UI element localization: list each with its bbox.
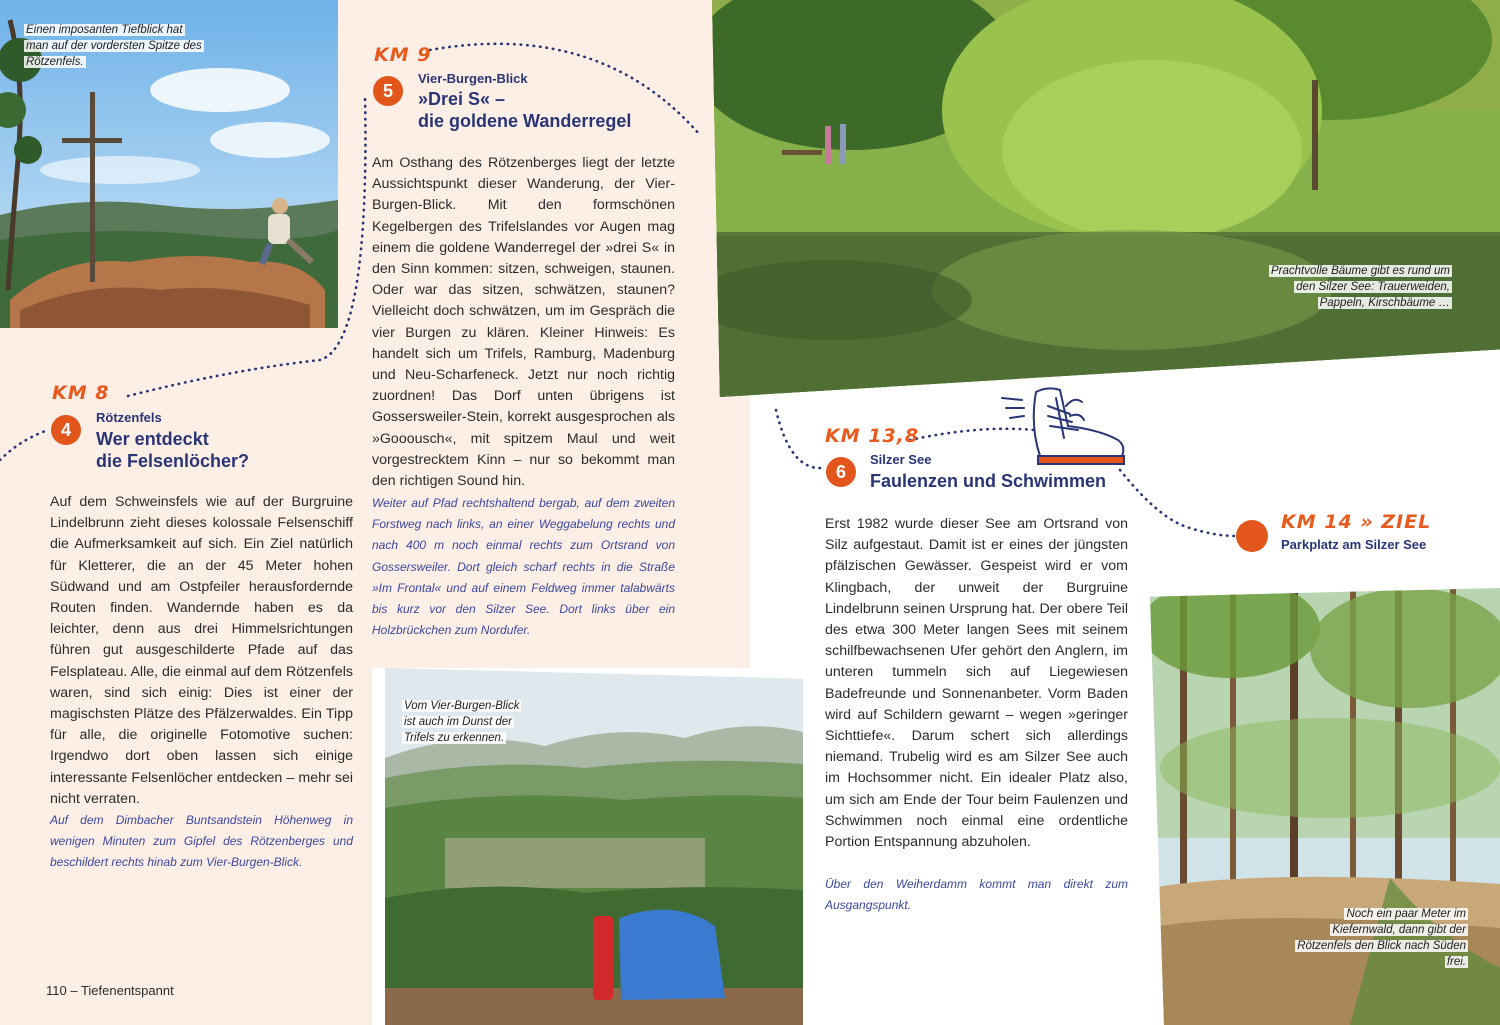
station-number-6: 6	[826, 457, 856, 487]
station-title-5	[418, 88, 631, 132]
station-place-6: Silzer See	[870, 452, 932, 467]
caption-rock: Einen imposanten Tiefblick hat man auf der vordersten Spitze des Rötzenfels.	[26, 24, 202, 68]
km-marker-8: KM 8	[52, 382, 110, 404]
station-number-4: 4	[51, 415, 81, 445]
station-number-5: 5	[373, 76, 403, 106]
station-place-5: Vier-Burgen-Blick	[418, 71, 528, 86]
caption-view: Vom Vier-Burgen-Blick ist auch im Dunst der Trifels zu erkennen.	[404, 700, 520, 744]
hiking-boot-icon	[1000, 386, 1132, 470]
caption-lake: Prachtvolle Bäume gibt es rund um den Silzer See: Trauerweiden, Pappeln, Kirschbäume …	[1271, 265, 1450, 309]
goal-place: Parkplatz am Silzer See	[1281, 537, 1427, 552]
station-title-5-line1: »Drei S« –	[418, 89, 506, 109]
station-text-5: Am Osthang des Rötzenberges liegt der letzte Aussichtspunkt dieser Wanderung, der Vier-Burgen-Blick. Mit den formschönen Kegelbergen des Trifelslandes vor Augen mag einem die goldene Wanderregel der »drei S« in den Sinn kommen: sitzen, schweigen, staunen. Oder war das sitzen, schwätzen, staunen? Vielleicht doch schwätzen, um im Gespräch die vier Burgen zu klären. Kleiner Hinweis: Es handelt sich um Trifels, Ramburg, Madenburg und Neu-Scharfeneck. Jetzt nur noch richtig zuordnen! Das Dorf unten übrigens ist Gossersweiler-Stein, korrekt ausgesprochen als »Gooousch«, mit spitzem Maul und weit vorgestrecktem Kinn – nur so bekommt man den richtigen Sound hin.	[372, 155, 675, 490]
route-text-5: Weiter auf Pfad rechtshaltend bergab, auf dem zweiten Forstweg nach links, an einer Weggabelung rechts und nach 400 m noch einmal rechts zum Ortsrand von Gossersweiler. Dort gleich scharf rechts in die Straße »Im Frontal« und auf einem Feldweg immer talabwärts bis kurz vor den Silzer See. Dort links über ein Holzbrückchen zum Nordufer.	[372, 496, 675, 638]
caption-forest: Noch ein paar Meter im Kiefernwald, dann gibt der Rötzenfels den Blick nach Süden frei.	[1297, 908, 1466, 968]
station-title-4-line2: die Felsenlöcher?	[96, 451, 250, 471]
km-marker-goal: KM 14 » ZIEL	[1281, 511, 1432, 533]
station-title-5-line2: die goldene Wanderregel	[418, 111, 632, 131]
page-folio: 110 – Tiefenentspannt	[46, 983, 174, 998]
route-text-6: Über den Weiherdamm kommt man direkt zum Ausgangspunkt.	[825, 877, 1128, 913]
station-title-6: Faulenzen und Schwimmen	[870, 471, 1107, 491]
station-title-4	[96, 428, 249, 472]
km-marker-13-8: KM 13,8	[825, 425, 920, 447]
station-text-6: Erst 1982 wurde dieser See am Ortsrand von Silz aufgestaut. Damit ist er eines der jüngsten pfälzischen Gewässer. Gespeist wird er vom Klingbach, der unweit der Burgruine Lindelbrunn seinen Ursprung hat. Der obere Teil des etwa 300 Meter langen Sees mit seinem schilfbewachsenen Ufer gehört den Anglern, im unteren tummeln sich auf Liegewiesen Badefreunde und Sonnenanbeter. Vorm Baden wird auf Schildern gewarnt – wegen »geringer Sichttiefe«. Darum schert sich allerdings niemand. Trubelig wird es am Silzer See auch im Hochsommer nicht. Ein idealer Platz also, um sich am Ende der Tour beim Faulenzen und Schwimmen noch einmal eine ordentliche Portion Entspannung abzuholen.	[825, 516, 1128, 851]
station-place-4: Rötzenfels	[96, 410, 162, 425]
photo-silzer-see	[712, 0, 1500, 397]
goal-dot-icon	[1236, 520, 1268, 552]
km-marker-9: KM 9	[374, 44, 432, 66]
station-title-4-line1: Wer entdeckt	[96, 429, 209, 449]
station-text-4: Auf dem Schweinsfels wie auf der Burgruine Lindelbrunn zieht dieses kolossale Felsenschiff die Aufmerksamkeit auf sich. Ein Ziel natürlich für Kletterer, die an der 45 Meter hohen Südwand und am Ostpfeiler herausfordernde Routen finden. Wandernde haben es da leichter, denn aus drei Himmelsrichtungen führen gut ausgeschilderte Pfade auf das Felsplateau. Alle, die einmal auf dem Rötzenfels waren, sind sich einig: Dies ist einer der magischsten Plätze des Pfälzerwaldes. Ein Tipp für alle, die originelle Fotomotive suchen: Irgendwo dort oben lassen sich einige interessante Felsenlöcher entdecken – mehr sei nicht verraten.	[50, 494, 353, 807]
route-text-4: Auf dem Dimbacher Buntsandstein Höhenweg in wenigen Minuten zum Gipfel des Rötzenberges und beschildert rechts hinab zum Vier-Burgen-Blick.	[50, 813, 353, 870]
